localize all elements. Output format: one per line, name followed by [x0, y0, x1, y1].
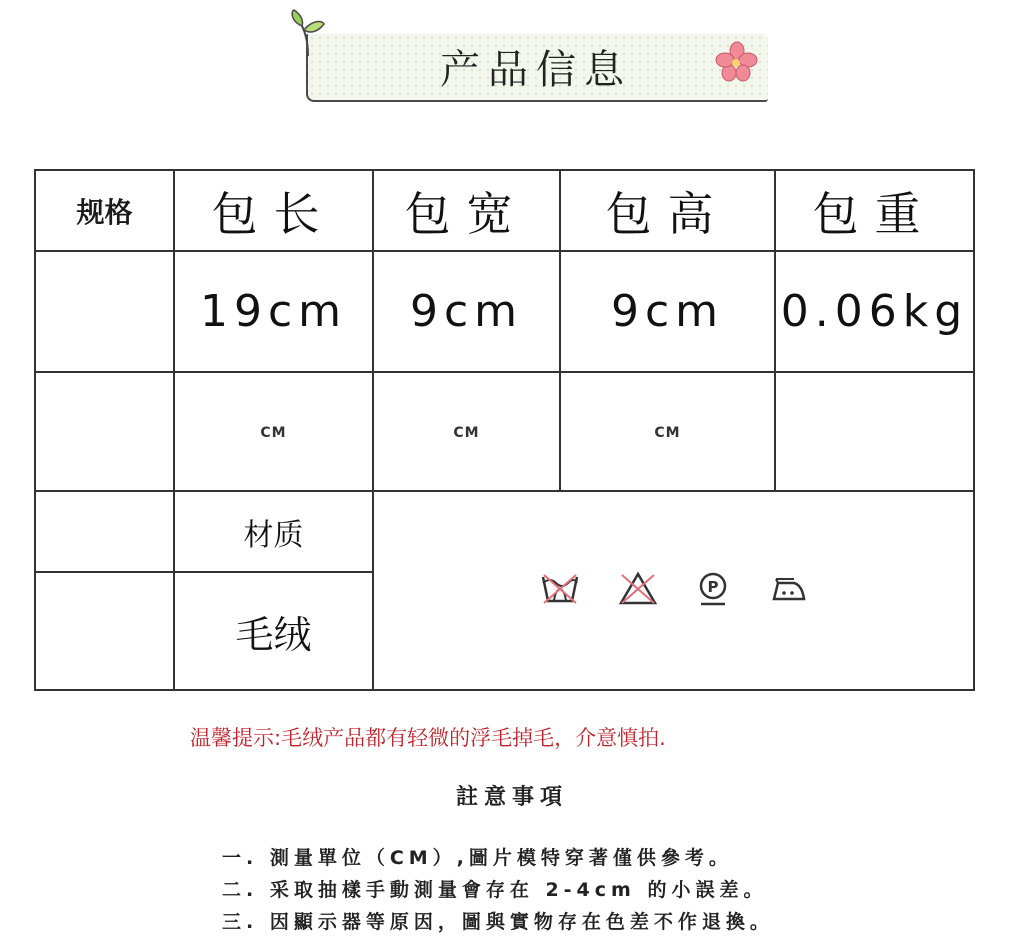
- unit-height-cell: [560, 372, 775, 491]
- material-row: [35, 491, 974, 572]
- value-weight-cell: [775, 251, 974, 372]
- unit-weight-cell: [775, 372, 974, 491]
- unit-width: CM: [453, 425, 480, 441]
- spec-label: 规格: [76, 195, 133, 229]
- value-row: [35, 251, 974, 372]
- unit-width-cell: [373, 372, 560, 491]
- notice-item: 二. 采取抽樣手動測量會存在 2-4cm 的小誤差。: [222, 879, 768, 901]
- header-length-cell: [174, 170, 373, 251]
- header-height: 包高: [605, 186, 730, 241]
- value-width: 9cm: [409, 286, 524, 337]
- value-length: 19cm: [199, 286, 348, 337]
- iron-icon: [768, 571, 808, 611]
- spec-label-cell: [35, 170, 174, 251]
- value-weight: 0.06kg: [780, 286, 969, 337]
- page-title: 产品信息: [440, 47, 632, 93]
- empty-cell: [35, 491, 174, 572]
- empty-cell: [35, 251, 174, 372]
- material-value-cell: [174, 572, 373, 690]
- notice-item: 一. 測量單位（CM）,圖片模特穿著僅供參考。: [222, 847, 733, 869]
- empty-cell: [35, 372, 174, 491]
- flower-icon: [714, 40, 760, 86]
- unit-length-cell: [174, 372, 373, 491]
- spec-table: [34, 169, 975, 691]
- care-symbols: [374, 571, 973, 611]
- hand-wash-icon: [540, 571, 580, 611]
- value-width-cell: [373, 251, 560, 372]
- value-length-cell: [174, 251, 373, 372]
- header-weight-cell: [775, 170, 974, 251]
- no-bleach-icon: [618, 571, 658, 611]
- header-length: 包长: [211, 186, 336, 241]
- unit-height: CM: [654, 425, 681, 441]
- header-width: 包宽: [404, 186, 529, 241]
- care-symbols-cell: [373, 491, 974, 690]
- header-height-cell: [560, 170, 775, 251]
- value-height-cell: [560, 251, 775, 372]
- notice-list: [222, 842, 774, 938]
- notice-item: 三. 因顯示器等原因，圖與實物存在色差不作退換。: [222, 911, 774, 933]
- unit-row: [35, 372, 974, 491]
- notice-title: 註意事項: [455, 785, 568, 810]
- header-row: [35, 170, 974, 251]
- material-label-cell: [174, 491, 373, 572]
- value-height: 9cm: [610, 286, 725, 337]
- material-label: 材质: [243, 517, 304, 553]
- header-width-cell: [373, 170, 560, 251]
- header-weight: 包重: [812, 186, 937, 241]
- title-banner: [306, 30, 774, 104]
- svg-text:P: P: [707, 577, 718, 596]
- dry-clean-p-icon: [696, 571, 730, 611]
- unit-length: CM: [260, 425, 287, 441]
- empty-cell: [35, 572, 174, 690]
- material-value: 毛绒: [235, 612, 312, 657]
- warm-tip: 温馨提示:毛绒产品都有轻微的浮毛掉毛，介意慎拍.: [190, 726, 666, 750]
